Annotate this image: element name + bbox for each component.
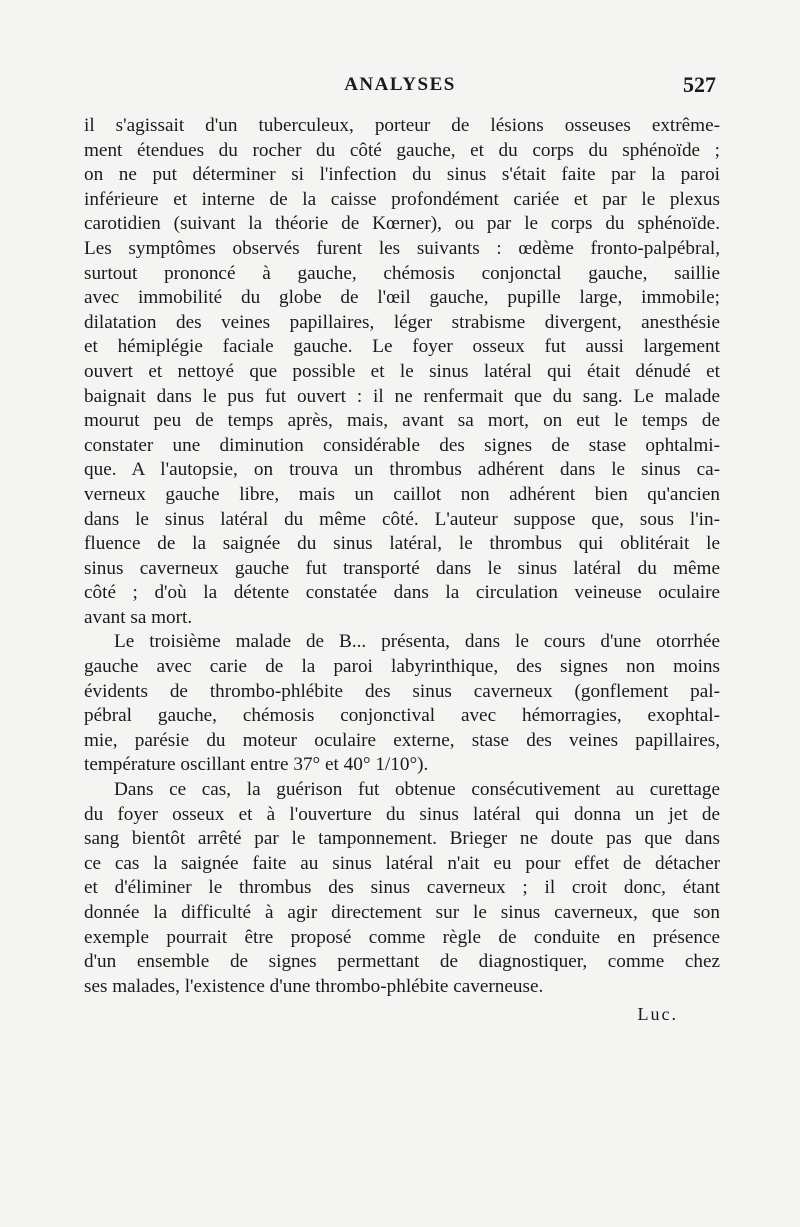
text-line: et d'éliminer le thrombus des sinus caverneux ; il croit donc, étant bbox=[84, 877, 720, 899]
running-header bbox=[84, 66, 716, 102]
text-line: et hémiplégie faciale gauche. Le foyer osseux fut aussi largement bbox=[84, 336, 720, 358]
paragraph-end-line: ses malades, l'existence d'une thrombo-phlébite caverneuse. bbox=[84, 975, 544, 997]
text-line: sinus caverneux gauche fut transporté dans le sinus latéral du même bbox=[84, 557, 720, 579]
text-line: carotidien (suivant la théorie de Kœrner), ou par le corps du sphénoïde. bbox=[84, 213, 720, 235]
text-line: ce cas la saignée faite au sinus latéral n'ait eu pour effet de détacher bbox=[84, 852, 720, 874]
text-line: dilatation des veines papillaires, léger strabisme divergent, anesthésie bbox=[84, 311, 720, 333]
text-line: exemple pourrait être proposé comme règle de conduite en présence bbox=[84, 926, 720, 948]
text-line: mie, parésie du moteur oculaire externe, stase des veines papillaires, bbox=[84, 729, 720, 751]
text-line: constater une diminution considérable des signes de stase ophtalmi- bbox=[84, 434, 720, 456]
paragraph-end-line: avant sa mort. bbox=[84, 606, 193, 628]
text-line: d'un ensemble de signes permettant de diagnostiquer, comme chez bbox=[84, 951, 720, 973]
text-line: avec immobilité du globe de l'œil gauche, pupille large, immobile; bbox=[84, 287, 720, 309]
text-line: on ne put déterminer si l'infection du sinus s'était faite par la paroi bbox=[84, 164, 720, 186]
body-text bbox=[84, 114, 720, 999]
text-line: donnée la difficulté à agir directement sur le sinus caverneux, que son bbox=[84, 902, 720, 923]
text-line: évidents de thrombo-phlébite des sinus caverneux (gonflement pal- bbox=[84, 680, 720, 702]
paragraph-first-line: Le troisième malade de B... présenta, dans le cours d'une otorrhée bbox=[114, 631, 720, 653]
text-line: baignait dans le pus fut ouvert : il ne renfermait que du sang. Le malade bbox=[84, 385, 720, 407]
page-number: 527 bbox=[683, 72, 716, 97]
text-line: inférieure et interne de la caisse profondément cariée et par le plexus bbox=[84, 188, 720, 210]
author-signature: Luc. bbox=[637, 1004, 678, 1024]
paragraph-end-line: température oscillant entre 37° et 40° 1/10°). bbox=[84, 754, 429, 776]
text-line: surtout prononcé à gauche, chémosis conjonctal gauche, saillie bbox=[84, 262, 720, 284]
text-line: du foyer osseux et à l'ouverture du sinus latéral qui donna un jet de bbox=[84, 803, 720, 825]
paragraph-first-line: Dans ce cas, la guérison fut obtenue consécutivement au curettage bbox=[114, 779, 720, 801]
text-line: ment étendues du rocher du côté gauche, et du corps du sphénoïde ; bbox=[84, 139, 720, 161]
text-line: gauche avec carie de la paroi labyrinthique, des signes non moins bbox=[84, 656, 720, 678]
text-line: côté ; d'où la détente constatée dans la circulation veineuse oculaire bbox=[84, 582, 720, 604]
text-line: verneux gauche libre, mais un caillot non adhérent bien qu'ancien bbox=[84, 483, 720, 505]
text-line: fluence de la saignée du sinus latéral, le thrombus qui oblitérait le bbox=[84, 533, 720, 555]
running-title: ANALYSES bbox=[344, 74, 456, 95]
text-line: sang bientôt arrêté par le tamponnement. Brieger ne doute pas que dans bbox=[84, 828, 720, 850]
text-line: pébral gauche, chémosis conjonctival avec hémorragies, exophtal- bbox=[84, 705, 720, 727]
text-line: que. A l'autopsie, on trouva un thrombus adhérent dans le sinus ca- bbox=[84, 459, 720, 481]
text-line: ouvert et nettoyé que possible et le sinus latéral qui était dénudé et bbox=[84, 360, 720, 382]
text-line: dans le sinus latéral du même côté. L'auteur suppose que, sous l'in- bbox=[84, 508, 720, 530]
text-line: il s'agissait d'un tuberculeux, porteur de lésions osseuses extrême- bbox=[84, 115, 720, 136]
text-line: mourut peu de temps après, mais, avant sa mort, on eut le temps de bbox=[84, 410, 720, 432]
text-line: Les symptômes observés furent les suivants : œdème fronto-palpébral, bbox=[84, 237, 720, 259]
